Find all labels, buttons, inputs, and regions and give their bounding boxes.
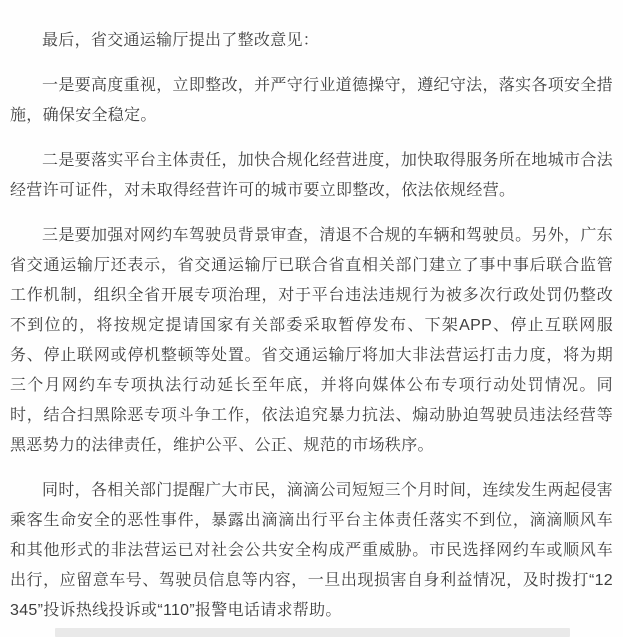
paragraph-point-two: 二是要落实平台主体责任，加快合规化经营进度，加快取得服务所在地城市合法经营许可证件，对未取得经营许可的城市要立即整改，依法依规经营。: [10, 152, 613, 199]
paragraph-public-reminder: 同时，各相关部门提醒广大市民，滴滴公司短短三个月时间，连续发生两起侵害乘客生命安全的恶性事件，暴露出滴滴出行平台主体责任落实不到位，滴滴顺风车和其他形式的非法营运已对社会公共安全构成严重威胁。市民选择网约车或顺风车出行，应留意车号、驾驶员信息等内容，一旦出现损害自身利益情况，及时拨打“12345”投诉热线投诉或“110”报警电话请求帮助。: [10, 482, 613, 619]
paragraph-point-three: 三是要加强对网约车驾驶员背景审查，清退不合规的车辆和驾驶员。另外，广东省交通运输厅还表示，省交通运输厅已联合省直相关部门建立了事中事后联合监管工作机制，组织全省开展专项治理，对于平台违法违规行为被多次行政处罚仍整改不到位的，将按规定提请国家有关部委采取暂停发布、下架APP、停止互联网服务、停止联网或停机整顿等处置。省交通运输厅将加大非法营运打击力度，将为期三个月网约车专项执法行动延长至年底，并将向媒体公布专项行动处罚情况。同时，结合扫黑除恶专项斗争工作，依法追究暴力抗法、煽动胁迫驾驶员违法经营等黑恶势力的法律责任，维护公平、公正、规范的市场秩序。: [10, 227, 613, 454]
article-body: [10, 0, 613, 626]
paragraph-point-one: 一是要高度重视，立即整改，并严守行业道德操守，遵纪守法，落实各项安全措施，确保安全稳定。: [10, 77, 613, 124]
bottom-divider: [55, 628, 570, 637]
paragraph-intro: 最后，省交通运输厅提出了整改意见：: [42, 32, 320, 49]
